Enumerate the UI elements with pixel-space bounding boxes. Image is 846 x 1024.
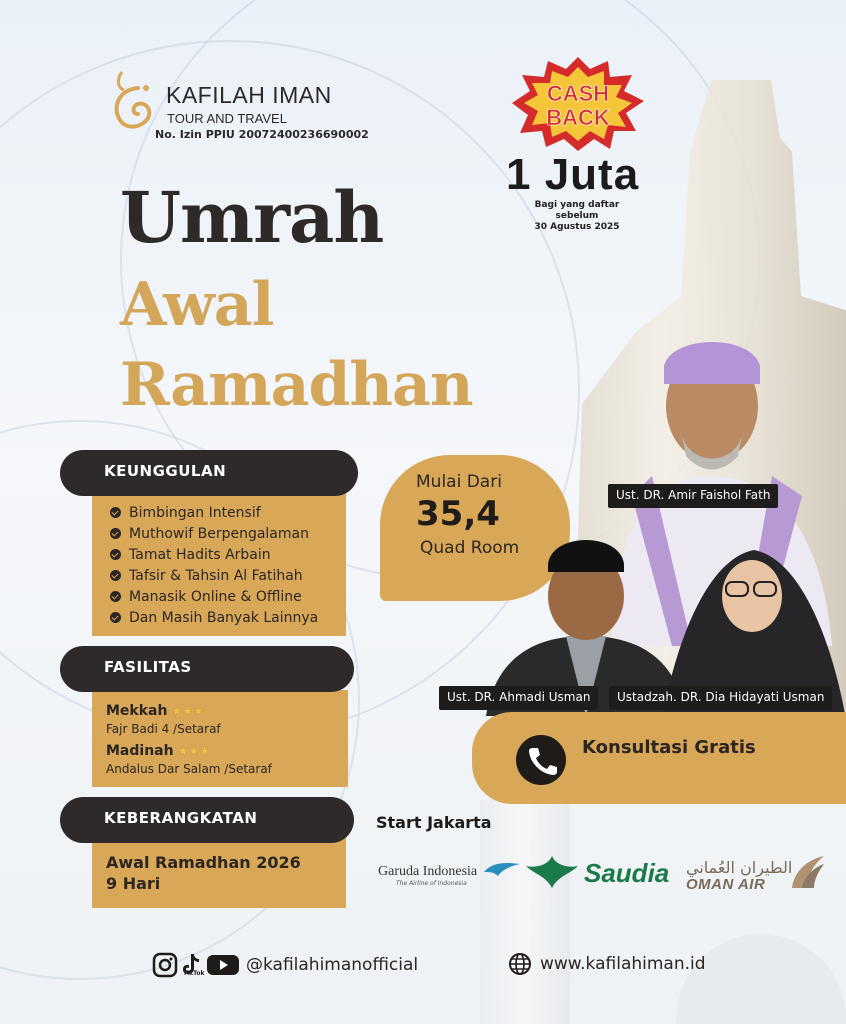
- youtube-icon[interactable]: [206, 952, 240, 978]
- departure-city: Start Jakarta: [376, 813, 492, 832]
- star-rating-icon: ★★★: [177, 744, 210, 758]
- check-icon: [110, 591, 121, 602]
- consultation-label[interactable]: Konsultasi Gratis: [582, 737, 756, 758]
- website-url[interactable]: www.kafilahiman.id: [540, 954, 706, 974]
- trip-duration: 9 Hari: [106, 874, 161, 893]
- keunggulan-item: [110, 586, 346, 607]
- keunggulan-item: [110, 565, 346, 586]
- website-link[interactable]: [508, 952, 706, 976]
- oman-air-logo: OMAN AIR: [686, 876, 766, 893]
- keunggulan-item-text: Bimbingan Intensif: [129, 504, 261, 521]
- garuda-logo: [378, 860, 522, 887]
- brand-subtitle: TOUR AND TRAVEL: [167, 111, 287, 126]
- hotel-name: Fajr Badi 4 /Setaraf: [106, 722, 221, 736]
- fasilitas-heading: FASILITAS: [60, 646, 354, 692]
- cashback-badge: [510, 55, 646, 151]
- keunggulan-item: [110, 544, 346, 565]
- dome-image: [676, 934, 846, 1024]
- keunggulan-panel: [92, 488, 346, 636]
- keunggulan-item-text: Muthowif Berpengalaman: [129, 525, 309, 542]
- cashback-note-line2: 30 Agustus 2025: [534, 222, 620, 232]
- cashback-note-line1: Bagi yang daftar sebelum: [534, 200, 620, 221]
- keunggulan-item-text: Dan Masih Banyak Lainnya: [129, 609, 319, 626]
- star-rating-icon: ★★★: [171, 704, 204, 718]
- keunggulan-item-text: Manasik Online & Offline: [129, 588, 302, 605]
- brand-logo: [108, 68, 332, 132]
- cashback-amount: 1 Juta: [506, 150, 640, 199]
- saudia-logo-icon: [524, 852, 580, 892]
- minaret-image: [480, 800, 570, 1024]
- oman-air-arabic: الطيران العُماني: [686, 858, 793, 877]
- price-room-type: Quad Room: [420, 538, 520, 558]
- social-handle[interactable]: @kafilahimanofficial: [246, 955, 419, 975]
- title-line-1: Umrah: [120, 176, 384, 259]
- oman-air-emblem-icon: [786, 854, 826, 892]
- cashback-label-line2: BACK: [546, 105, 610, 130]
- hotel-name: Andalus Dar Salam /Setaraf: [106, 762, 272, 776]
- keunggulan-item: [110, 607, 346, 628]
- cashback-note: [512, 200, 642, 233]
- departure-date: Awal Ramadhan 2026: [106, 853, 301, 872]
- instagram-icon[interactable]: [152, 952, 178, 978]
- saudia-logo: Saudia: [584, 858, 670, 888]
- garuda-tagline: The Airline of Indonesia: [396, 880, 467, 887]
- tiktok-label: TikTok: [183, 970, 205, 977]
- keunggulan-item-text: Tamat Hadits Arbain: [129, 546, 271, 563]
- speaker-name-tag: Ust. DR. Ahmadi Usman: [439, 686, 598, 710]
- hotel-city: Mekkah: [106, 703, 168, 719]
- keunggulan-heading: KEUNGGULAN: [60, 450, 358, 496]
- check-icon: [110, 549, 121, 560]
- globe-icon: [508, 952, 532, 976]
- license-number: No. Izin PPIU 20072400236690002: [155, 128, 369, 141]
- title-line-3: Ramadhan: [120, 350, 473, 420]
- check-icon: [110, 612, 121, 623]
- fasilitas-panel: [92, 690, 348, 787]
- check-icon: [110, 570, 121, 581]
- garuda-bird-icon: [482, 860, 522, 878]
- brand-logo-icon: [108, 68, 154, 132]
- price-from-label: Mulai Dari: [416, 472, 502, 492]
- title-line-2: Awal: [120, 270, 274, 340]
- check-icon: [110, 507, 121, 518]
- speaker-name-tag: Ustadzah. DR. Dia Hidayati Usman: [609, 686, 832, 710]
- hotel-city: Madinah: [106, 743, 174, 759]
- keunggulan-item: [110, 523, 346, 544]
- cashback-label-line1: CASH: [546, 81, 610, 106]
- price-value: 35,4: [416, 494, 500, 534]
- speaker-name-tag: Ust. DR. Amir Faishol Fath: [608, 484, 778, 508]
- phone-icon[interactable]: [516, 735, 566, 785]
- keberangkatan-panel: [92, 838, 346, 908]
- brand-name: KAFILAH IMAN: [166, 82, 332, 108]
- keunggulan-item: [110, 502, 346, 523]
- check-icon: [110, 528, 121, 539]
- keberangkatan-heading: KEBERANGKATAN: [60, 797, 354, 843]
- keunggulan-item-text: Tafsir & Tahsin Al Fatihah: [129, 567, 303, 584]
- garuda-name: Garuda Indonesia: [378, 864, 478, 879]
